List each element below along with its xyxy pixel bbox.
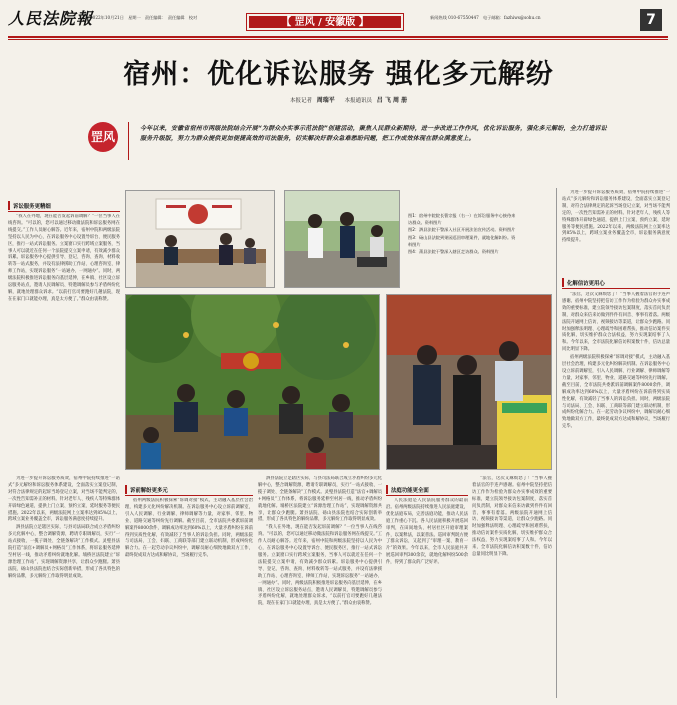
masthead-rule (8, 36, 668, 38)
column-divider (556, 188, 557, 698)
column-4-text: 人民法庭是人民法院服务群众的最前沿。宿州两级法院持续推进人民法庭建设，优化法庭布局，完善法庭功能，推动人民法庭工作重心下沉。各人民法庭积极开展巡回审判，在田间地头、村居社区开庭审理案件，以案释法，以案普法。巡回审判既方便了群众诉讼，又起到了“审理一案、教育一片”的效果。今年以来，全市人民法庭共开展巡回审判300余次，就地化解纠纷500余件，得到了群众的广泛好评。 (386, 498, 468, 566)
outreach-illustration (285, 191, 400, 288)
section-head-2 (125, 484, 253, 495)
section-head-4 (386, 484, 468, 495)
column-3-text-cont: “我人在外地，现在能否发起诉前调解？”一位当事人在线咨询。“可以的，您可以通过移动微法院和诉讼服务网在线提交。”工作人员耐心解答。近年来，宿州中院和两级法院坚持以人民为中心，在诉讼服务中心设置导诉台、便民服务区，推行一站式诉讼服务。立案窗口实行跨域立案服务，当事人可以就近在任何一个法院提交立案申请，有效减少群众诉累。诉讼服务中心提供引导、登记、咨询、查询、材料收转等一站式服务，并设有法律援助工作站、心理咨询室、律师工作站，实现诉讼服务“一站通办、一网通办”。同时，两级法院积极推进诉讼服务向基层延伸，在乡镇、社区设立诉讼服务站点，邀请人民调解员、特邀调解员参与矛盾纠纷化解，就地处理群众诉求。“以前打官司要跑好几趟法院，现在在家门口就能办理，真是太方便了。”群众由衷称赞。 (258, 525, 382, 607)
column-1b-text-cont: 泗县法院立足辖区实际，与县司法局联合成立矛盾纠纷多元化解中心，整合调解资源，聘请专职调解员，实行“一站式接收、一揽子调处、全链条解决”工作模式。灵璧县法院打造“法官+调解员+网格员”工作体系，将诉讼服务延伸至村居一线，推动矛盾纠纷就地化解。埇桥区法院建立“诉源治理工作站”，实现调解资源共享，让群众少跑腿。萧县法院、砀山县法院也结合实际创新举措，形成了各具特色的解纷品牌，多元解纷工作取得明显成效。 (8, 525, 120, 579)
section-title: 诉讼服务更精细 (13, 203, 51, 210)
column-2 (125, 498, 253, 698)
section-marker (8, 201, 10, 210)
column-1-text: “我人在外地，现在能否发起诉前调解？”一位当事人在线咨询。“可以的，您可以通过移动微法院和诉讼服务网在线提交。”工作人员耐心解答。近年来，宿州中院和两级法院坚持以人民为中心，在诉讼服务中心设置导诉台、便民服务区，推行一站式诉讼服务。立案窗口实行跨域立案服务，当事人可以就近在任何一个法院提交立案申请，有效减少群众诉累。诉讼服务中心提供引导、登记、咨询、查询、材料收转等一站式服务，并设有法律援助工作站、心理咨询室、律师工作站，实现诉讼服务“一站通办、一网通办”。同时，两级法院积极推进诉讼服务向基层延伸，在乡镇、社区设立诉讼服务站点，邀请人民调解员、特邀调解员参与矛盾纠纷化解，就地处理群众诉求。“以前打官司要跑好几趟法院，现在在家门口就能办理，真是太方便了。”群众由衷称赞。 (8, 214, 120, 302)
column-1 (8, 214, 120, 470)
section-underline (562, 288, 670, 289)
column-3 (258, 476, 382, 698)
dateline: 2022年10月21日 星期一 责任编辑： 责任编辑 校对 (90, 15, 198, 20)
page-number: 7 (640, 9, 662, 31)
correspondent-names: 吕 飞 周 册 (376, 97, 408, 104)
column-5 (472, 476, 552, 698)
section-title: 化解信访更用心 (567, 280, 605, 287)
caption-4: 图4：萧县法院干警深入辖区走访群众。资料图片 (408, 249, 499, 255)
section-banner (246, 13, 404, 31)
caption-1: 图1：宿州中院院长曹宗报（右一）在诉讼服务中心接待来访群众。资料图片 (408, 213, 516, 226)
section-head-1 (8, 200, 120, 211)
article-headline: 宿州：优化诉讼服务 强化多元解纷 (123, 59, 554, 90)
column-6-text: “法官，这次又麻烦您了！”当事人握着法官的手连声感谢。宿州中院坚持把信访工作作为检验为群众办实事成效的重要标准，建立院领导接访包案制度，落实首问负责制，对群众来信来访做到件件有回音、事事有着落。两级法院开通网上信访、视频接访等渠道，让群众少跑路。同时加强释法明理、心理疏导和困难帮扶，推动信访案件实质化解，切实维护群众合法权益，努力实现案结事了人和。今年以来，全市法院化解信访积案数十件，信访总量同比明显下降。 (562, 292, 670, 353)
column-1b-text: 为进一步提升诉讼服务质效，宿州中院持续推进“一站式”多元解纷和诉讼服务体系建设，全面落实立案登记制，对符合法律规定的起诉当场登记立案，对当场不能判定的，一次性告知需补正的材料。针对老年人、残疾人等特殊群体开辟绿色通道，提供上门立案、预约立案、延时服务等便民措施。2022年以来，两级法院网上立案率达到85%以上，跨域立案业务覆盖全市，诉讼服务满意度持续提升。 (8, 476, 120, 523)
byline-prefix: 本报记者 (290, 98, 313, 104)
column-4 (386, 498, 468, 698)
column-1b (8, 476, 120, 698)
section-underline (8, 211, 120, 212)
column-2-text: 宿州两级法院积极探索“诉调对接”模式，主动融入基层社会治理，构建多元化纠纷解决机制。在诉讼服务中心设立诉前调解室，引入人民调解、行业调解、律师调解等力量，对家事、邻里、物业、道路交通等纠纷先行调解。截至目前，全市法院共委派诉前调解案件8000余件，调解成功率达到60%以上，大量矛盾纠纷在诉前得到实质性化解，有效减轻了当事人的诉讼负担。同时，两级法院与司法局、工会、妇联、工商联等部门建立联动机制，形成纠纷化解合力。在一起劳动争议纠纷中，调解员耐心细致地做双方工作，最终促成双方达成和解协议，当场履行完毕。 (125, 498, 253, 559)
byline (290, 95, 407, 104)
photo-captions (408, 212, 518, 255)
caption-3: 图3：砀山县法院到果园巡回审理案件，就地化解纠纷。资料图片 (408, 234, 516, 247)
column-6 (562, 292, 670, 698)
photo-community-outreach (284, 190, 400, 288)
section-underline (386, 495, 468, 496)
lead-divider (128, 122, 129, 160)
section-underline (125, 495, 253, 496)
column-5-text: “法官，这次又麻烦您了！”当事人握着法官的手连声感谢。宿州中院坚持把信访工作作为检验为群众办实事成效的重要标准，建立院领导接访包案制度，落实首问负责制，对群众来信来访做到件件有回音、事事有着落。两级法院开通网上信访、视频接访等渠道，让群众少跑路。同时加强释法明理、心理疏导和困难帮扶，推动信访案件实质化解，切实维护群众合法权益，努力实现案结事了人和。今年以来，全市法院化解信访积案数十件，信访总量同比明显下降。 (472, 476, 552, 557)
reporter-name: 周瑞平 (316, 97, 335, 104)
reception-illustration (126, 191, 275, 288)
orchard-illustration (126, 295, 380, 470)
masthead-rule-thin (8, 39, 668, 40)
column-6-text-cont: 宿州两级法院积极探索“诉调对接”模式，主动融入基层社会治理，构建多元化纠纷解决机制。在诉讼服务中心设立诉前调解室，引入人民调解、行业调解、律师调解等力量，对家事、邻里、物业、道路交通等纠纷先行调解。截至目前，全市法院共委派诉前调解案件8000余件，调解成功率达到60%以上，大量矛盾纠纷在诉前得到实质性化解，有效减轻了当事人的诉讼负担。同时，两级法院与司法局、工会、妇联、工商联等部门建立联动机制，形成纠纷化解合力。在一起劳动争议纠纷中，调解员耐心细致地做双方工作，最终促成双方达成和解协议，当场履行完毕。 (562, 355, 670, 430)
photo-officers-visit (386, 294, 552, 470)
caption-2: 图2：泗县法院干警深入社区开展法治宣传活动。资料图片 (408, 227, 516, 233)
photo-court-reception (125, 190, 275, 288)
column-3-text: 泗县法院立足辖区实际，与县司法局联合成立矛盾纠纷多元化解中心，整合调解资源，聘请专职调解员，实行“一站式接收、一揽子调处、全链条解决”工作模式。灵璧县法院打造“法官+调解员+网格员”工作体系，将诉讼服务延伸至村居一线，推动矛盾纠纷就地化解。埇桥区法院建立“诉源治理工作站”，实现调解资源共享，让群众少跑腿。萧县法院、砀山县法院也结合实际创新举措，形成了各具特色的解纷品牌，多元解纷工作取得明显成效。 (258, 476, 382, 523)
section-marker (562, 278, 564, 287)
section-marker (386, 485, 388, 494)
section-title: 诉前解纷更多元 (130, 487, 168, 494)
photo-orchard-circuit-trial (125, 294, 380, 470)
contact-info: 新闻热线 010-67550447 电子邮箱：fazhiws@sohu.cn (430, 15, 541, 20)
section-banner-label: 【 罡风 / 安徽版 】 (249, 16, 401, 28)
column-6a-text: 为进一步提升诉讼服务质效，宿州中院持续推进“一站式”多元解纷和诉讼服务体系建设，全面落实立案登记制，对符合法律规定的起诉当场登记立案，对当场不能判定的，一次性告知需补正的材料。针对老年人、残疾人等特殊群体开辟绿色通道，提供上门立案、预约立案、延时服务等便民措施。2022年以来，两级法院网上立案率达到85%以上，跨域立案业务覆盖全市，诉讼服务满意度持续提升。 (562, 190, 670, 244)
section-title: 法庭功能更全面 (391, 487, 429, 494)
byline-mid: 本报通讯员 (344, 98, 373, 104)
column-6a (562, 190, 670, 275)
newspaper-logo: 人民法院報 (8, 9, 94, 28)
section-marker (125, 485, 127, 494)
section-head-5 (562, 277, 670, 288)
article-lead: 今年以来，安徽省宿州市两级法院结合开展“为群众办实事示范法院”创建活动，聚焦人民群众新期待，进一步改进工作作风，优化诉讼服务，强化多元解纷，全力打造诉讼服务升级版，努力为群众提供更加便捷高效的司法服务，切实解决好群众急难愁盼问题，把工作成效体现在群众满意度上。 (140, 125, 607, 142)
officers-illustration (387, 295, 552, 470)
column-seal: 罡风 (88, 122, 118, 152)
